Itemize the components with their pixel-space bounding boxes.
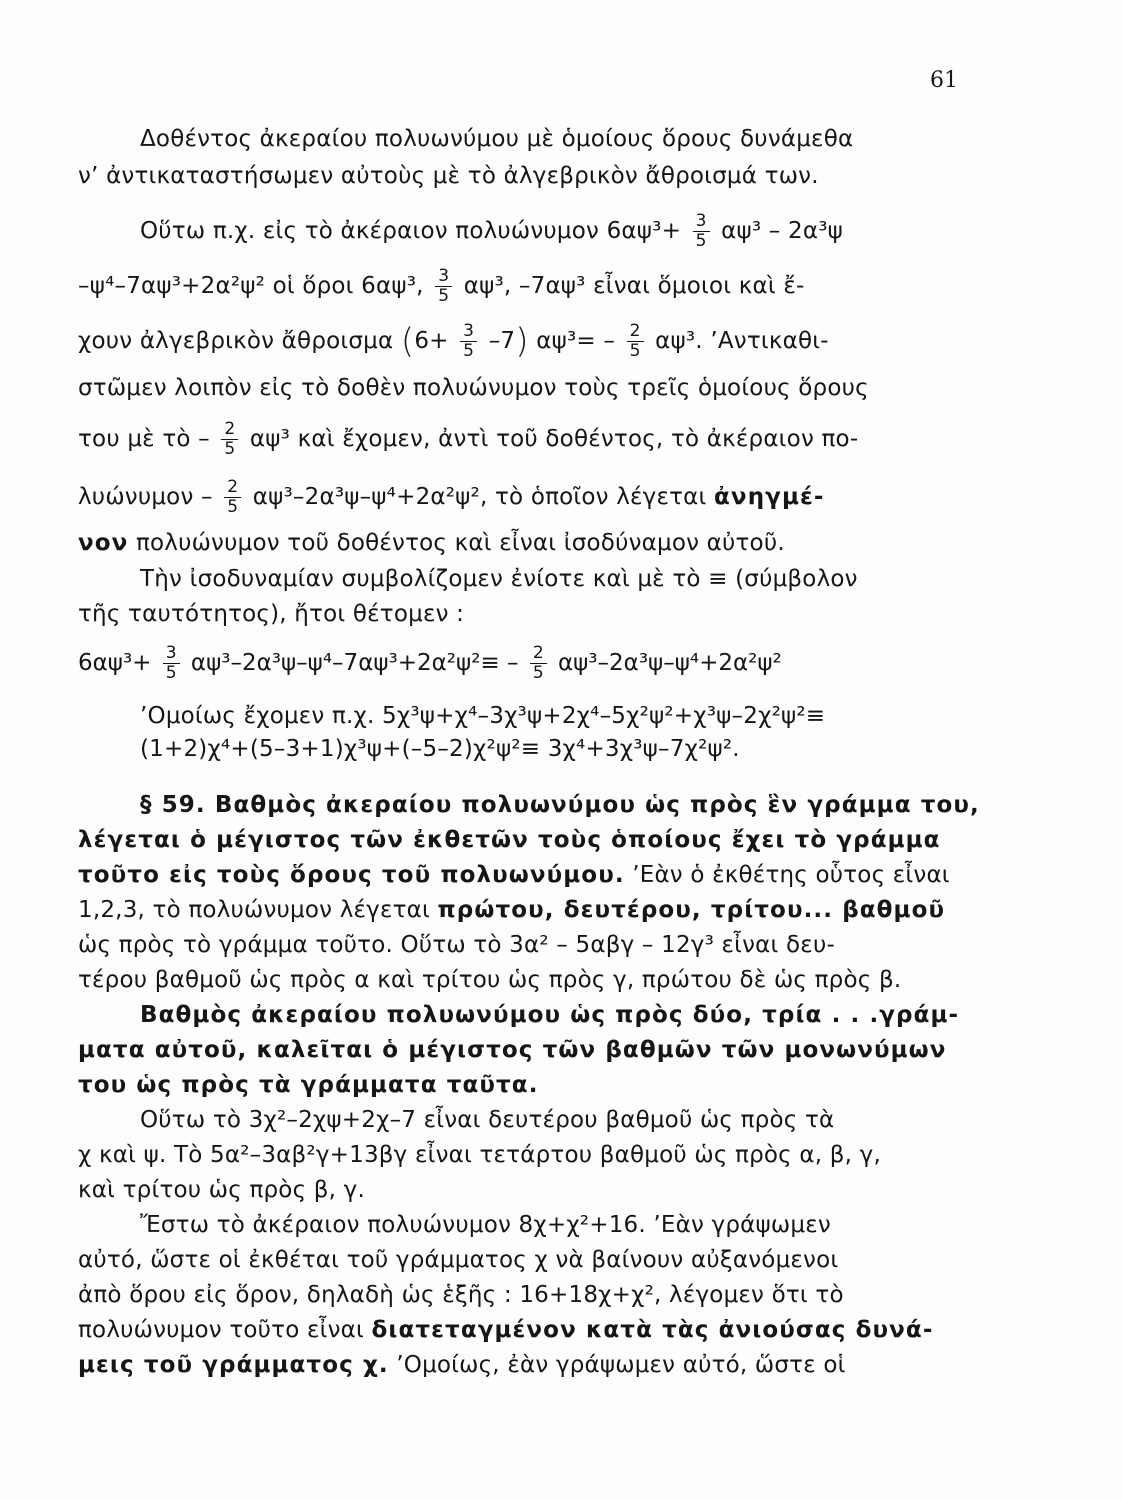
text-line-1: Δοθέντος ἀκεραίου πολυωνύμου μὲ ὁμοίους ὅρους δυνάμεθα [140, 126, 854, 152]
line-5-text-e: αψ³. ’Αντικαθι- [655, 328, 829, 354]
line-8-text-a: λυώνυμον – [78, 484, 213, 510]
text-line-9 [78, 526, 956, 560]
line-5-text-b: 6+ [414, 328, 449, 354]
text-line-22: ματα αὐτοῦ, καλεῖται ὁ μέγιστος τῶν βαθμῶν τῶν μονωνύμων [78, 1037, 947, 1063]
fraction-denominator: 5 [695, 231, 707, 251]
fraction-denominator: 5 [165, 663, 177, 683]
line-17-bold: τοῦτο εἰς τοὺς ὅρους τοῦ πολυωνύμου. [78, 862, 625, 888]
text-line-26: καὶ τρίτου ὡς πρὸς β, γ. [78, 1177, 365, 1203]
line-30-bold: διατεταγμένον κατὰ τὰς ἀνιούσας δυνά- [371, 1317, 934, 1343]
line-18-bold: πρώτου, δευτέρου, τρίτου... βαθμοῦ [437, 897, 946, 923]
fraction-denominator: 5 [224, 439, 236, 459]
line-5-text-d: αψ³= – [536, 328, 616, 354]
line-30-text: πολυώνυμον τοῦτο εἶναι [78, 1317, 364, 1343]
equation-text-b: αψ³–2α³ψ–ψ⁴–7αψ³+2α²ψ²≡ – [190, 650, 519, 676]
line-3-text-b: αψ³ – 2α³ψ [721, 218, 843, 244]
fraction-2-5 [530, 644, 547, 683]
text-line-2: ν’ ἀντικαταστήσωμεν αὐτοὺς μὲ τὸ ἀλγεβρικὸν ἄθροισμά των. [78, 163, 819, 189]
fraction-numerator: 3 [693, 212, 710, 232]
text-line-28: αὐτό, ὥστε οἱ ἐκθέται τοῦ γράμματος χ νὰ βαίνουν αὐξανόμενοι [78, 1247, 839, 1273]
text-line-14: (1+2)χ⁴+(5–3+1)χ³ψ+(–5–2)χ²ψ²≡ 3χ⁴+3χ³ψ–7χ²ψ². [140, 736, 740, 762]
equation-text-c: αψ³–2α³ψ–ψ⁴+2α²ψ² [557, 650, 782, 676]
text-line-3 [78, 212, 1018, 251]
line-17-text: ’Εὰν ὁ ἐκθέτης οὗτος εἶναι [632, 862, 950, 888]
right-paren: ) [515, 321, 529, 362]
fraction-numerator: 2 [530, 644, 547, 664]
line-8-bold-term: ἀνηγμέ- [714, 484, 825, 510]
fraction-numerator: 2 [627, 322, 644, 342]
text-line-27: Ἔστω τὸ ἀκέραιον πολυώνυμον 8χ+χ²+16. ’Εὰν γράψωμεν [140, 1212, 831, 1238]
text-line-24: Οὕτω τὸ 3χ²–2χψ+2χ–7 εἶναι δευτέρου βαθμοῦ ὡς πρὸς τὰ [140, 1107, 835, 1133]
section-59-heading: § 59. Βαθμὸς ἀκεραίου πολυωνύμου ὡς πρὸς ἓν γράμμα του, [140, 792, 980, 818]
line-18-text: 1,2,3, τὸ πολυώνυμον λέγεται [78, 897, 430, 923]
text-line-29: ἀπὸ ὅρου εἰς ὅρον, δηλαδὴ ὡς ἑξῆς : 16+18χ+χ², λέγομεν ὅτι τὸ [78, 1282, 844, 1308]
line-8-text-b: αψ³–2α³ψ–ψ⁴+2α²ψ², τὸ ὁποῖον λέγεται [252, 484, 707, 510]
text-line-20: τέρου βαθμοῦ ὡς πρὸς α καὶ τρίτου ὡς πρὸς γ, πρώτου δὲ ὡς πρὸς β. [78, 967, 902, 993]
line-4-text-b: αψ³, –7αψ³ εἶναι ὅμοιοι καὶ ἔ- [463, 273, 805, 299]
line-4-text-a: –ψ⁴–7αψ³+2α²ψ² οἱ ὅροι 6αψ³, [78, 273, 424, 299]
text-line-16: λέγεται ὁ μέγιστος τῶν ἐκθετῶν τοὺς ὁποίους ἔχει τὸ γράμμα [78, 827, 941, 853]
line-3-text-a: Οὕτω π.χ. εἰς τὸ ἀκέραιον πολυώνυμον 6αψ³+ [140, 218, 682, 244]
text-line-30 [78, 1313, 956, 1347]
text-line-17 [78, 858, 956, 892]
fraction-denominator: 5 [629, 341, 641, 361]
fraction-3-5 [693, 212, 710, 251]
fraction-3-5 [460, 322, 477, 361]
fraction-3-5 [163, 644, 180, 683]
text-line-18 [78, 893, 956, 927]
fraction-denominator: 5 [532, 663, 544, 683]
text-line-5 [78, 322, 956, 361]
text-line-25: χ καὶ ψ. Τὸ 5α²–3αβ²γ+13βγ εἶναι τετάρτου βαθμοῦ ὡς πρὸς α, β, γ, [78, 1142, 881, 1168]
fraction-numerator: 2 [224, 478, 241, 498]
page-number: 61 [930, 68, 958, 93]
fraction-numerator: 3 [460, 322, 477, 342]
line-9-bold-term: νον [78, 530, 129, 556]
left-paren: ( [400, 321, 415, 362]
line-7-text-a: του μὲ τὸ – [78, 426, 210, 452]
line-5-text-c: –7 [488, 328, 516, 354]
fraction-denominator: 5 [463, 341, 475, 361]
fraction-numerator: 3 [163, 644, 180, 664]
line-7-text-b: αψ³ καὶ ἔχομεν, ἀντὶ τοῦ δοθέντος, τὸ ἀκέραιον πο- [249, 426, 859, 452]
text-line-13: ’Ομοίως ἔχομεν π.χ. 5χ³ψ+χ⁴–3χ³ψ+2χ⁴–5χ²ψ²+χ³ψ–2χ²ψ²≡ [140, 703, 826, 729]
fraction-2-5 [627, 322, 644, 361]
text-line-23: του ὡς πρὸς τὰ γράμματα ταῦτα. [78, 1072, 539, 1098]
text-line-4 [78, 267, 956, 306]
text-line-21: Βαθμὸς ἀκεραίου πολυωνύμου ὡς πρὸς δύο, τρία . . .γράμ- [140, 1002, 960, 1028]
text-line-19: ὡς πρὸς τὸ γράμμα τοῦτο. Οὕτω τὸ 3α² – 5αβγ – 12γ³ εἶναι δευ- [78, 932, 835, 958]
text-line-11: τῆς ταυτότητος), ἤτοι θέτομεν : [78, 601, 465, 627]
text-line-8 [78, 478, 956, 517]
equation-line [78, 644, 956, 683]
text-line-6: στῶμεν λοιπὸν εἰς τὸ δοθὲν πολυώνυμον τοὺς τρεῖς ὁμοίους ὅρους [78, 375, 869, 401]
equation-text-a: 6αψ³+ [78, 650, 152, 676]
fraction-3-5 [435, 267, 452, 306]
line-31-text: ’Ομοίως, ἐὰν γράψωμεν αὐτό, ὥστε οἱ [396, 1352, 846, 1378]
line-9-text: πολυώνυμον τοῦ δοθέντος καὶ εἶναι ἰσοδύναμον αὐτοῦ. [135, 530, 785, 556]
fraction-numerator: 3 [435, 267, 452, 287]
line-5-text-a: χουν ἀλγεβρικὸν ἄθροισμα [78, 328, 394, 354]
fraction-2-5 [224, 478, 241, 517]
fraction-numerator: 2 [221, 420, 238, 440]
text-line-10: Τὴν ἰσοδυναμίαν συμβολίζομεν ἐνίοτε καὶ μὲ τὸ ≡ (σύμβολον [140, 566, 858, 592]
text-line-7 [78, 420, 956, 459]
fraction-denominator: 5 [227, 497, 239, 517]
fraction-denominator: 5 [438, 286, 450, 306]
text-line-31 [78, 1348, 956, 1382]
line-31-bold: μεις τοῦ γράμματος χ. [78, 1352, 389, 1378]
fraction-2-5 [221, 420, 238, 459]
